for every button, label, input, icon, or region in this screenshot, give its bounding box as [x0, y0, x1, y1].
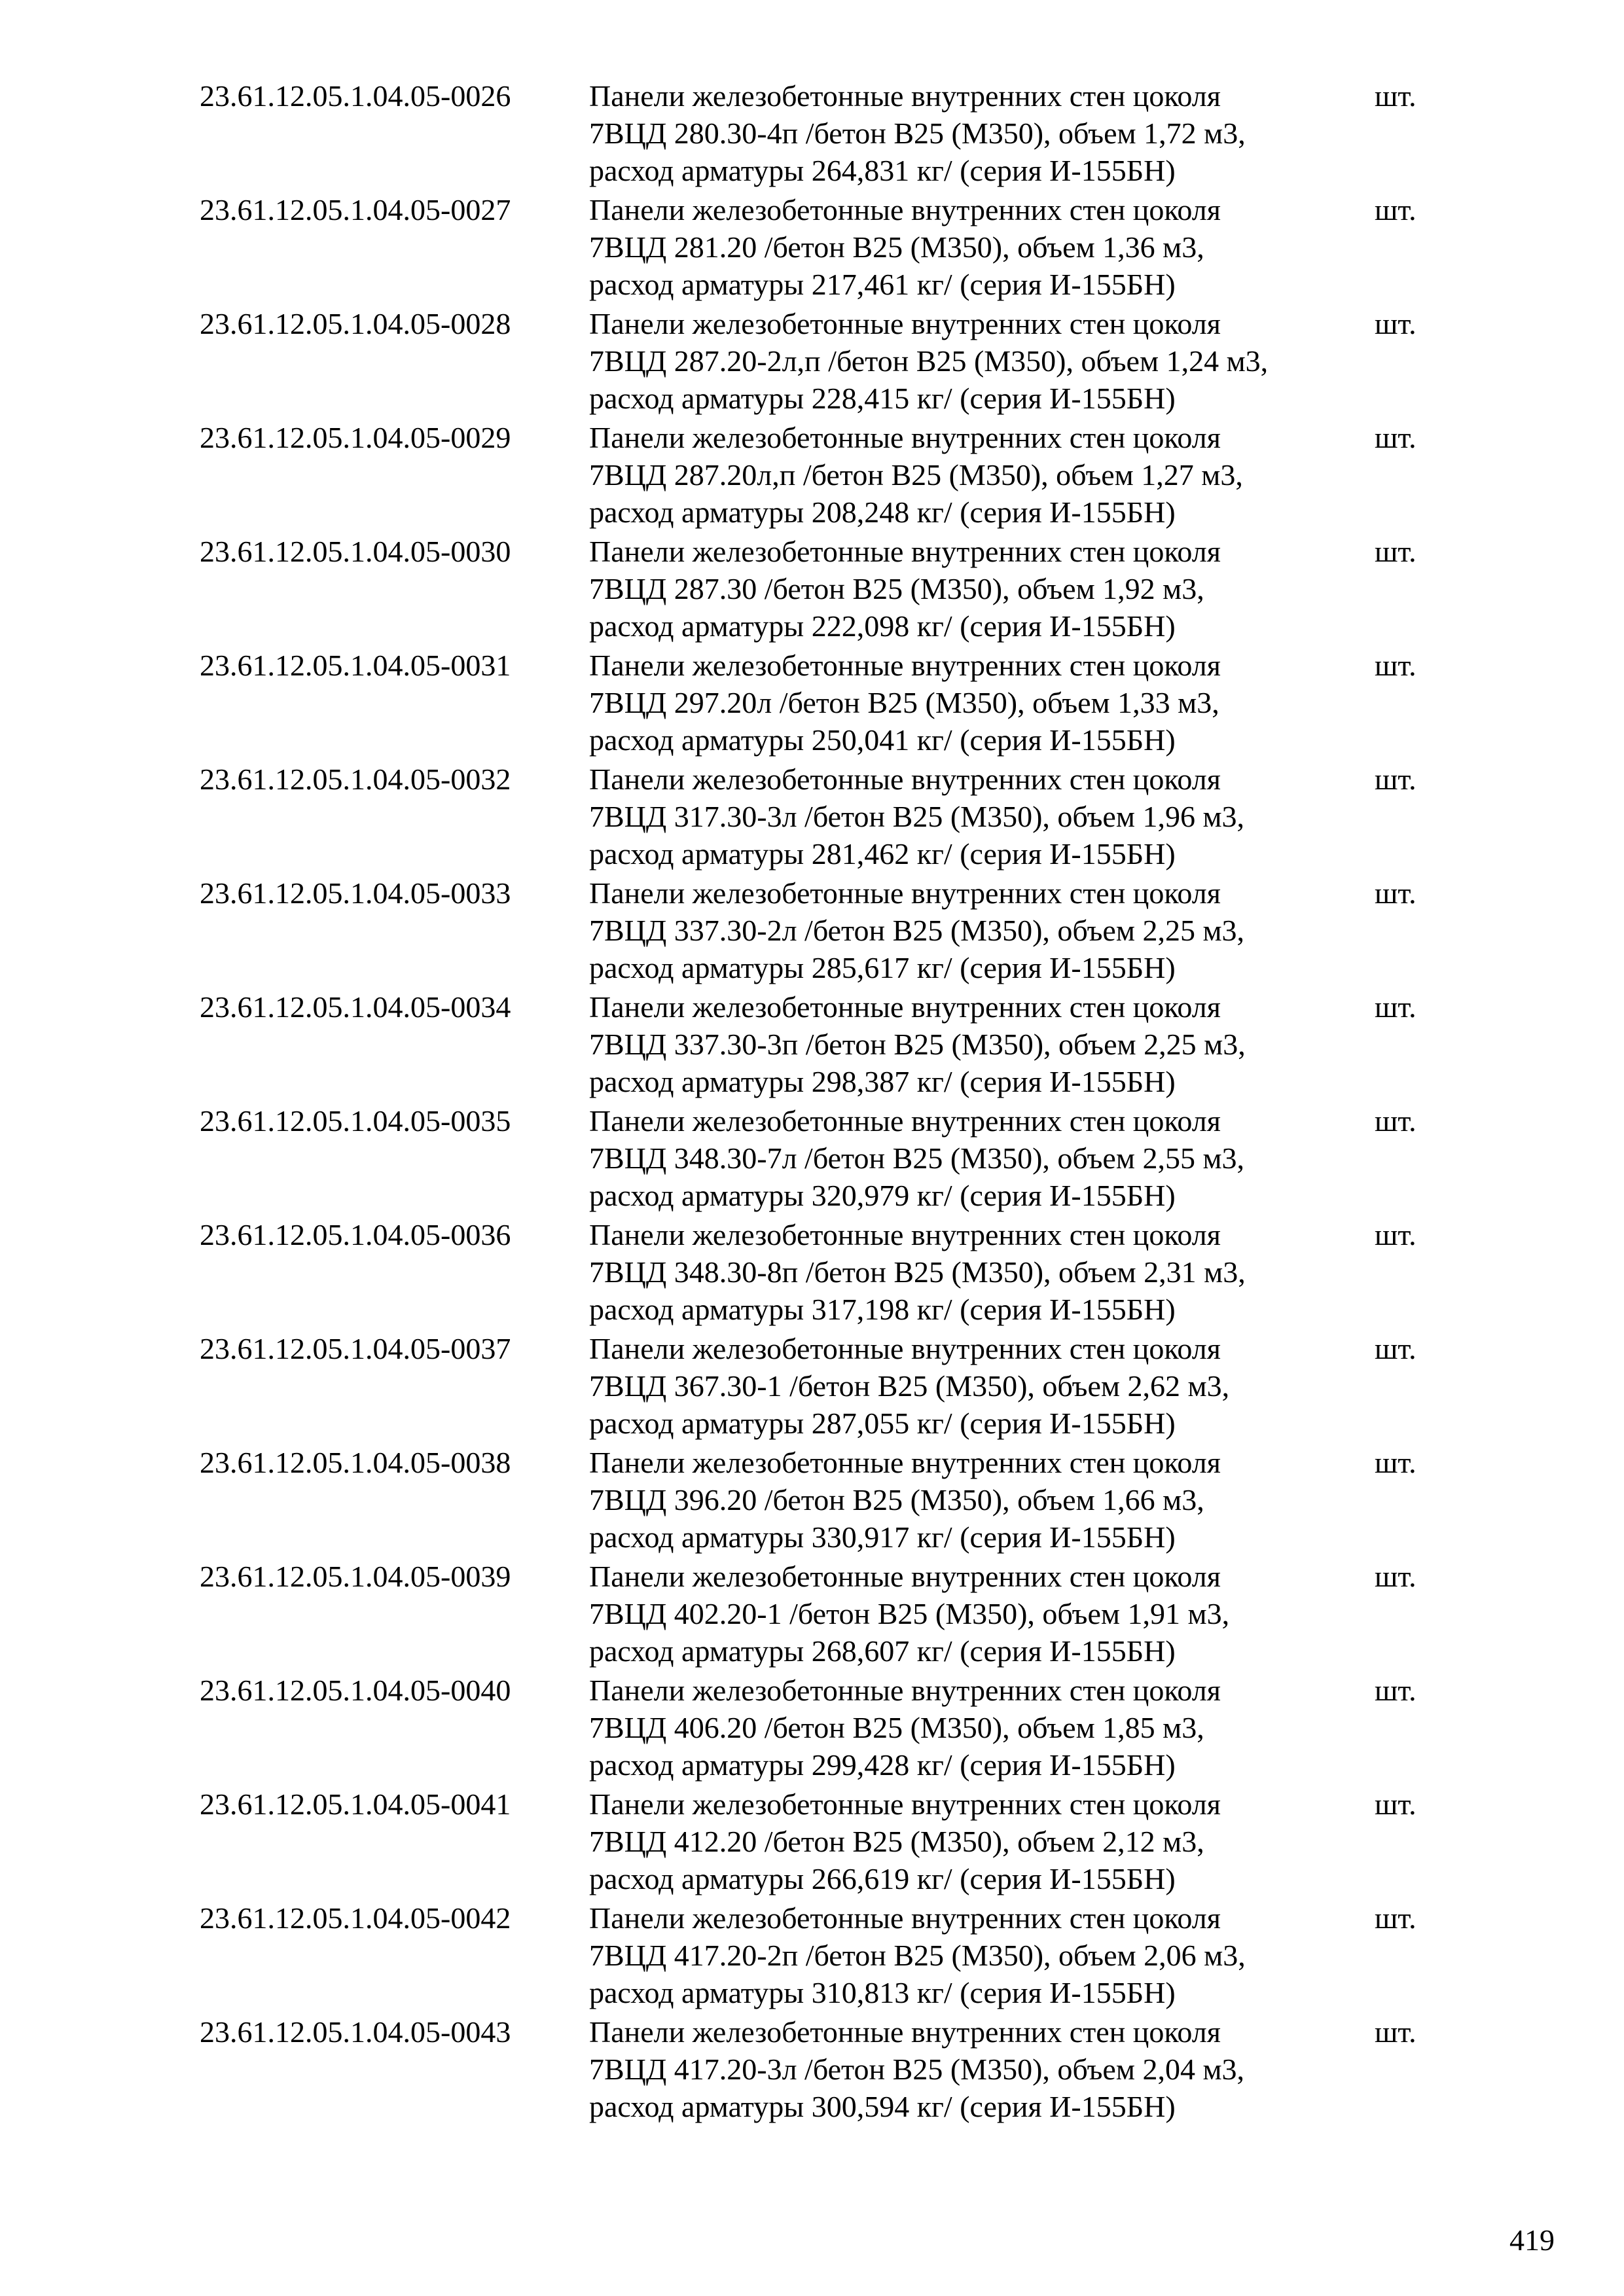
resource-row: [200, 1558, 1509, 1672]
unit-of-measure: шт.: [1375, 1218, 1416, 1251]
description-line: 7ВЦД 337.30-3п /бетон В25 (М350), объем 2,25 м3,: [589, 1028, 1246, 1061]
description-line: расход арматуры 300,594 кг/ (серия И-155БН): [589, 2090, 1176, 2123]
description-line: расход арматуры 268,607 кг/ (серия И-155БН): [589, 1634, 1176, 1668]
resource-description: [589, 191, 1342, 303]
resource-code: 23.61.12.05.1.04.05-0033: [200, 876, 511, 910]
description-line: Панели железобетонные внутренних стен цоколя: [589, 1560, 1221, 1593]
unit-of-measure: шт.: [1375, 876, 1416, 910]
resource-code: 23.61.12.05.1.04.05-0043: [200, 2015, 511, 2049]
description-line: Панели железобетонные внутренних стен цоколя: [589, 1446, 1221, 1479]
resource-description: [589, 1672, 1342, 1784]
unit-of-measure: шт.: [1375, 1674, 1416, 1707]
resource-description: [589, 988, 1342, 1100]
resource-code: 23.61.12.05.1.04.05-0041: [200, 1787, 511, 1821]
description-line: 7ВЦД 281.20 /бетон В25 (М350), объем 1,36 м3,: [589, 230, 1204, 264]
resource-row: [200, 1899, 1509, 2013]
description-line: расход арматуры 208,248 кг/ (серия И-155БН): [589, 495, 1176, 529]
description-line: 7ВЦД 406.20 /бетон В25 (М350), объем 1,85 м3,: [589, 1711, 1204, 1744]
resource-row: [200, 1785, 1509, 1899]
resource-description: [589, 77, 1342, 189]
resource-description: [589, 419, 1342, 531]
unit-of-measure: шт.: [1375, 2015, 1416, 2049]
resource-description: [589, 1102, 1342, 1214]
resource-code: 23.61.12.05.1.04.05-0040: [200, 1674, 511, 1707]
resource-row: [200, 2013, 1509, 2127]
resource-description: [589, 1558, 1342, 1670]
unit-of-measure: шт.: [1375, 79, 1416, 113]
resource-code: 23.61.12.05.1.04.05-0028: [200, 307, 511, 340]
resource-row: [200, 761, 1509, 874]
resource-description: [589, 874, 1342, 986]
description-line: 7ВЦД 287.20-2л,п /бетон В25 (М350), объем 1,24 м3,: [589, 344, 1269, 378]
description-line: расход арматуры 287,055 кг/ (серия И-155БН): [589, 1407, 1176, 1440]
resource-description: [589, 1216, 1342, 1328]
unit-of-measure: шт.: [1375, 1787, 1416, 1821]
resource-description: [589, 647, 1342, 759]
resource-row: [200, 419, 1509, 533]
resource-description: [589, 2013, 1342, 2125]
description-line: 7ВЦД 287.20л,п /бетон В25 (М350), объем 1,27 м3,: [589, 458, 1243, 492]
description-line: расход арматуры 222,098 кг/ (серия И-155БН): [589, 609, 1176, 643]
resource-row: [200, 305, 1509, 419]
description-line: 7ВЦД 317.30-3л /бетон В25 (М350), объем 1,96 м3,: [589, 800, 1245, 833]
resource-code: 23.61.12.05.1.04.05-0027: [200, 193, 511, 226]
resource-row: [200, 533, 1509, 647]
description-line: Панели железобетонные внутренних стен цоколя: [589, 762, 1221, 796]
description-line: Панели железобетонные внутренних стен цоколя: [589, 1787, 1221, 1821]
page-number: 419: [1509, 2223, 1555, 2257]
resource-code: 23.61.12.05.1.04.05-0034: [200, 990, 511, 1024]
resource-row: [200, 1330, 1509, 1444]
description-line: 7ВЦД 287.30 /бетон В25 (М350), объем 1,92 м3,: [589, 572, 1204, 605]
resource-description: [589, 533, 1342, 645]
description-line: Панели железобетонные внутренних стен цоколя: [589, 1104, 1221, 1138]
description-line: 7ВЦД 417.20-3л /бетон В25 (М350), объем 2,04 м3,: [589, 2053, 1245, 2086]
description-line: расход арматуры 330,917 кг/ (серия И-155БН): [589, 1520, 1176, 1554]
description-line: Панели железобетонные внутренних стен цоколя: [589, 79, 1221, 113]
resource-description: [589, 1444, 1342, 1556]
resource-row: [200, 874, 1509, 988]
description-line: Панели железобетонные внутренних стен цоколя: [589, 1901, 1221, 1935]
description-line: расход арматуры 281,462 кг/ (серия И-155БН): [589, 837, 1176, 870]
resource-row: [200, 1444, 1509, 1558]
description-line: Панели железобетонные внутренних стен цоколя: [589, 421, 1221, 454]
description-line: Панели железобетонные внутренних стен цоколя: [589, 876, 1221, 910]
description-line: 7ВЦД 337.30-2л /бетон В25 (М350), объем 2,25 м3,: [589, 914, 1245, 947]
description-line: расход арматуры 310,813 кг/ (серия И-155БН): [589, 1976, 1176, 2009]
description-line: 7ВЦД 280.30-4п /бетон В25 (М350), объем 1,72 м3,: [589, 117, 1246, 150]
resource-code: 23.61.12.05.1.04.05-0035: [200, 1104, 511, 1138]
description-line: расход арматуры 285,617 кг/ (серия И-155БН): [589, 951, 1176, 984]
description-line: Панели железобетонные внутренних стен цоколя: [589, 1218, 1221, 1251]
unit-of-measure: шт.: [1375, 1901, 1416, 1935]
description-line: расход арматуры 264,831 кг/ (серия И-155БН): [589, 154, 1176, 187]
description-line: Панели железобетонные внутренних стен цоколя: [589, 193, 1221, 226]
resource-row: [200, 1672, 1509, 1785]
description-line: расход арматуры 217,461 кг/ (серия И-155БН): [589, 268, 1176, 301]
resource-row: [200, 77, 1509, 191]
unit-of-measure: шт.: [1375, 535, 1416, 568]
resource-description: [589, 1899, 1342, 2011]
description-line: Панели железобетонные внутренних стен цоколя: [589, 990, 1221, 1024]
description-line: расход арматуры 228,415 кг/ (серия И-155БН): [589, 382, 1176, 415]
resource-code: 23.61.12.05.1.04.05-0042: [200, 1901, 511, 1935]
description-line: 7ВЦД 348.30-8п /бетон В25 (М350), объем 2,31 м3,: [589, 1255, 1246, 1289]
resource-code: 23.61.12.05.1.04.05-0032: [200, 762, 511, 796]
description-line: расход арматуры 320,979 кг/ (серия И-155БН): [589, 1179, 1176, 1212]
unit-of-measure: шт.: [1375, 1446, 1416, 1479]
unit-of-measure: шт.: [1375, 1560, 1416, 1593]
description-line: 7ВЦД 402.20-1 /бетон В25 (М350), объем 1,91 м3,: [589, 1597, 1230, 1630]
description-line: 7ВЦД 412.20 /бетон В25 (М350), объем 2,12 м3,: [589, 1825, 1204, 1858]
description-line: Панели железобетонные внутренних стен цоколя: [589, 1674, 1221, 1707]
resource-row: [200, 647, 1509, 761]
description-line: Панели железобетонные внутренних стен цоколя: [589, 649, 1221, 682]
resource-code: 23.61.12.05.1.04.05-0029: [200, 421, 511, 454]
unit-of-measure: шт.: [1375, 990, 1416, 1024]
resource-row: [200, 191, 1509, 305]
resource-code: 23.61.12.05.1.04.05-0039: [200, 1560, 511, 1593]
description-line: расход арматуры 250,041 кг/ (серия И-155БН): [589, 723, 1176, 757]
unit-of-measure: шт.: [1375, 307, 1416, 340]
description-line: расход арматуры 317,198 кг/ (серия И-155БН): [589, 1293, 1176, 1326]
description-line: 7ВЦД 348.30-7л /бетон В25 (М350), объем 2,55 м3,: [589, 1141, 1245, 1175]
unit-of-measure: шт.: [1375, 421, 1416, 454]
unit-of-measure: шт.: [1375, 1104, 1416, 1138]
description-line: Панели железобетонные внутренних стен цоколя: [589, 535, 1221, 568]
resource-code: 23.61.12.05.1.04.05-0037: [200, 1332, 511, 1365]
description-line: расход арматуры 298,387 кг/ (серия И-155БН): [589, 1065, 1176, 1098]
unit-of-measure: шт.: [1375, 649, 1416, 682]
resource-code: 23.61.12.05.1.04.05-0026: [200, 79, 511, 113]
resource-code: 23.61.12.05.1.04.05-0031: [200, 649, 511, 682]
resource-description: [589, 305, 1342, 417]
resource-code: 23.61.12.05.1.04.05-0030: [200, 535, 511, 568]
description-line: Панели железобетонные внутренних стен цоколя: [589, 307, 1221, 340]
unit-of-measure: шт.: [1375, 762, 1416, 796]
resource-row: [200, 1216, 1509, 1330]
description-line: Панели железобетонные внутренних стен цоколя: [589, 1332, 1221, 1365]
resource-row: [200, 1102, 1509, 1216]
unit-of-measure: шт.: [1375, 193, 1416, 226]
unit-of-measure: шт.: [1375, 1332, 1416, 1365]
description-line: Панели железобетонные внутренних стен цоколя: [589, 2015, 1221, 2049]
description-line: расход арматуры 266,619 кг/ (серия И-155БН): [589, 1862, 1176, 1895]
resource-description: [589, 1785, 1342, 1897]
resource-row: [200, 988, 1509, 1102]
resource-list: [200, 77, 1509, 2127]
resource-description: [589, 761, 1342, 872]
resource-description: [589, 1330, 1342, 1442]
description-line: 7ВЦД 367.30-1 /бетон В25 (М350), объем 2,62 м3,: [589, 1369, 1230, 1403]
description-line: 7ВЦД 297.20л /бетон В25 (М350), объем 1,33 м3,: [589, 686, 1219, 719]
description-line: 7ВЦД 417.20-2п /бетон В25 (М350), объем 2,06 м3,: [589, 1939, 1246, 1972]
resource-code: 23.61.12.05.1.04.05-0036: [200, 1218, 511, 1251]
description-line: 7ВЦД 396.20 /бетон В25 (М350), объем 1,66 м3,: [589, 1483, 1204, 1516]
resource-code: 23.61.12.05.1.04.05-0038: [200, 1446, 511, 1479]
description-line: расход арматуры 299,428 кг/ (серия И-155БН): [589, 1748, 1176, 1782]
